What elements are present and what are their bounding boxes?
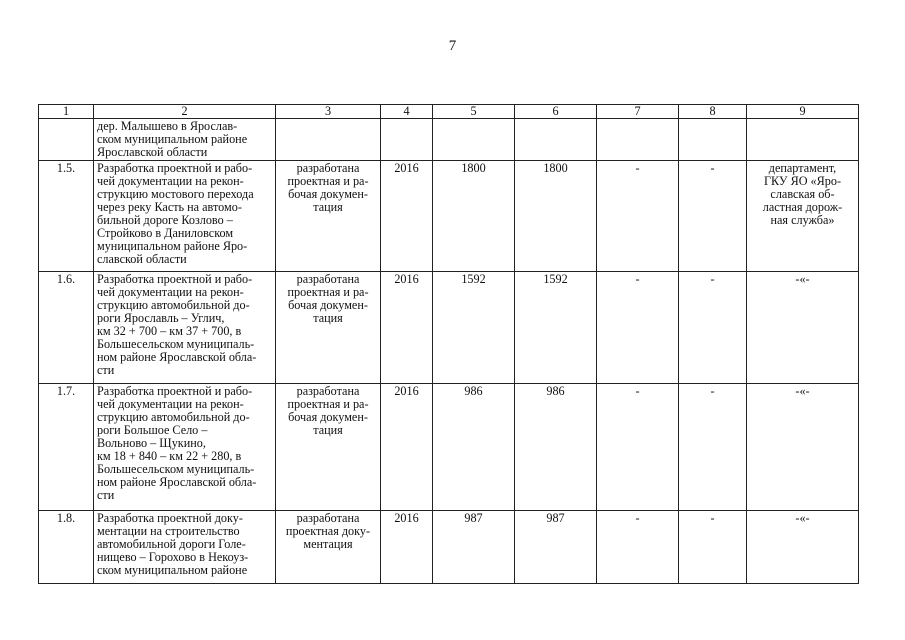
col-header-5: 5 [433, 105, 515, 119]
work-result: разработана проектная доку- ментация [276, 511, 381, 584]
table-row [39, 511, 859, 584]
table-header-row [39, 105, 859, 119]
value-col-8 [679, 119, 747, 161]
table-row [39, 272, 859, 384]
col-header-2: 2 [94, 105, 276, 119]
year: 2016 [381, 161, 433, 272]
col-header-6: 6 [515, 105, 597, 119]
col-header-9: 9 [747, 105, 859, 119]
work-name: дер. Малышево в Ярослав- ском муниципальном районе Ярославской области [94, 119, 276, 161]
year: 2016 [381, 272, 433, 384]
work-result: разработана проектная и ра- бочая докумен- тация [276, 161, 381, 272]
value-col-8: - [679, 384, 747, 511]
value-col-5 [433, 119, 515, 161]
table-row [39, 161, 859, 272]
year [381, 119, 433, 161]
executor [747, 119, 859, 161]
col-header-3: 3 [276, 105, 381, 119]
work-name: Разработка проектной и рабо- чей документации на рекон- струкцию автомобильной до- роги Большое Село – Вольново – Щукино, км 18 + 840 – км 22 + 280, в Большесельском муниципаль- ном районе Ярославской обла- сти [94, 384, 276, 511]
value-col-5: 1592 [433, 272, 515, 384]
row-number: 1.5. [39, 161, 94, 272]
value-col-5: 1800 [433, 161, 515, 272]
row-number: 1.6. [39, 272, 94, 384]
value-col-6: 987 [515, 511, 597, 584]
col-header-8: 8 [679, 105, 747, 119]
value-col-7: - [597, 272, 679, 384]
col-header-1: 1 [39, 105, 94, 119]
value-col-6: 1592 [515, 272, 597, 384]
value-col-6: 986 [515, 384, 597, 511]
works-table [38, 104, 859, 584]
executor: -«- [747, 384, 859, 511]
value-col-8: - [679, 511, 747, 584]
row-number: 1.7. [39, 384, 94, 511]
work-result: разработана проектная и ра- бочая докумен- тация [276, 384, 381, 511]
work-name: Разработка проектной доку- ментации на строительство автомобильной дороги Голе- нищево – Горохово в Некоуз- ском муниципальном районе [94, 511, 276, 584]
table-row [39, 384, 859, 511]
value-col-5: 986 [433, 384, 515, 511]
work-name: Разработка проектной и рабо- чей документации на рекон- струкцию мостового перехода через реку Касть на автомо- бильной дороге Козлово – Стройково в Даниловском муниципальном районе Яро- славской области [94, 161, 276, 272]
row-number [39, 119, 94, 161]
year: 2016 [381, 511, 433, 584]
value-col-7: - [597, 384, 679, 511]
executor: департамент, ГКУ ЯО «Яро- славская об- ластная дорож- ная служба» [747, 161, 859, 272]
value-col-7: - [597, 161, 679, 272]
col-header-7: 7 [597, 105, 679, 119]
executor: -«- [747, 272, 859, 384]
executor: -«- [747, 511, 859, 584]
value-col-8: - [679, 272, 747, 384]
col-header-4: 4 [381, 105, 433, 119]
value-col-8: - [679, 161, 747, 272]
value-col-6: 1800 [515, 161, 597, 272]
value-col-7: - [597, 511, 679, 584]
table-row [39, 119, 859, 161]
work-result: разработана проектная и ра- бочая докумен- тация [276, 272, 381, 384]
year: 2016 [381, 384, 433, 511]
row-number: 1.8. [39, 511, 94, 584]
page-number: 7 [448, 38, 457, 54]
value-col-6 [515, 119, 597, 161]
value-col-5: 987 [433, 511, 515, 584]
value-col-7 [597, 119, 679, 161]
work-result [276, 119, 381, 161]
work-name: Разработка проектной и рабо- чей документации на рекон- струкцию автомобильной до- роги Ярославль – Углич, км 32 + 700 – км 37 + 700, в Большесельском муниципаль- ном районе Ярославской обла- сти [94, 272, 276, 384]
